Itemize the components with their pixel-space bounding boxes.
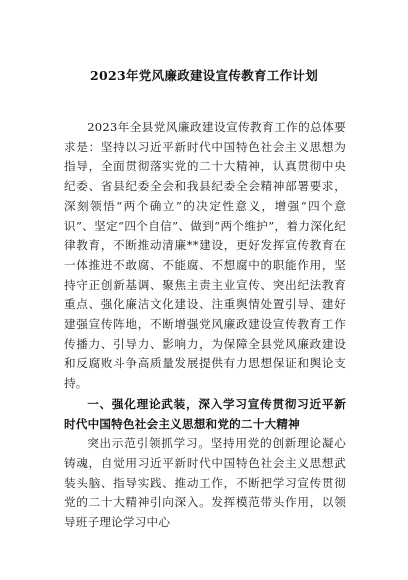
intro-paragraph: 2023年全县党风廉政建设宣传教育工作的总体要求是：坚持以习近平新时代中国特色社会主义思想为指导，全面贯彻落实党的二十大精神，认真贯彻中央纪委、省县纪委全会和我县纪委全会精神部署要求，深刻领悟“两个确立”的决定性意义，增强“四个意识”、坚定“四个自信”、做到“两个维护”，着力深化纪律教育，不断推动清廉**建设，更好发挥宣传教育在一体推进不敢腐、不能腐、不想腐中的职能作用，坚持守正创新基调、聚焦主责主业宣传、突出纪法教育重点、强化廉洁文化建设、注重舆情处置引导、建好建强宣传阵地，不断增强党风廉政建设宣传教育工作传播力、引导力、影响力，为保障全县党风廉政建设和反腐败斗争高质量发展提供有力思想保证和舆论支持。 [64,120,346,391]
section-paragraph: 突出示范引领抓学习。坚持用党的创新理论凝心铸魂，自觉用习近平新时代中国特色社会主义思想武装头脑、指导实践、推动工作，不断把学习宣传贯彻党的二十大精神引向深入。发挥模范带头作用，以领导班子理论学习中心 [64,436,346,530]
document-title: 2023年党风廉政建设宣传教育工作计划 [90,68,318,83]
section-heading: 一、强化理论武装，深入学习宣传贯彻习近平新时代中国特色社会主义思想和党的二十大精神 [64,396,346,431]
document-body [64,118,346,533]
